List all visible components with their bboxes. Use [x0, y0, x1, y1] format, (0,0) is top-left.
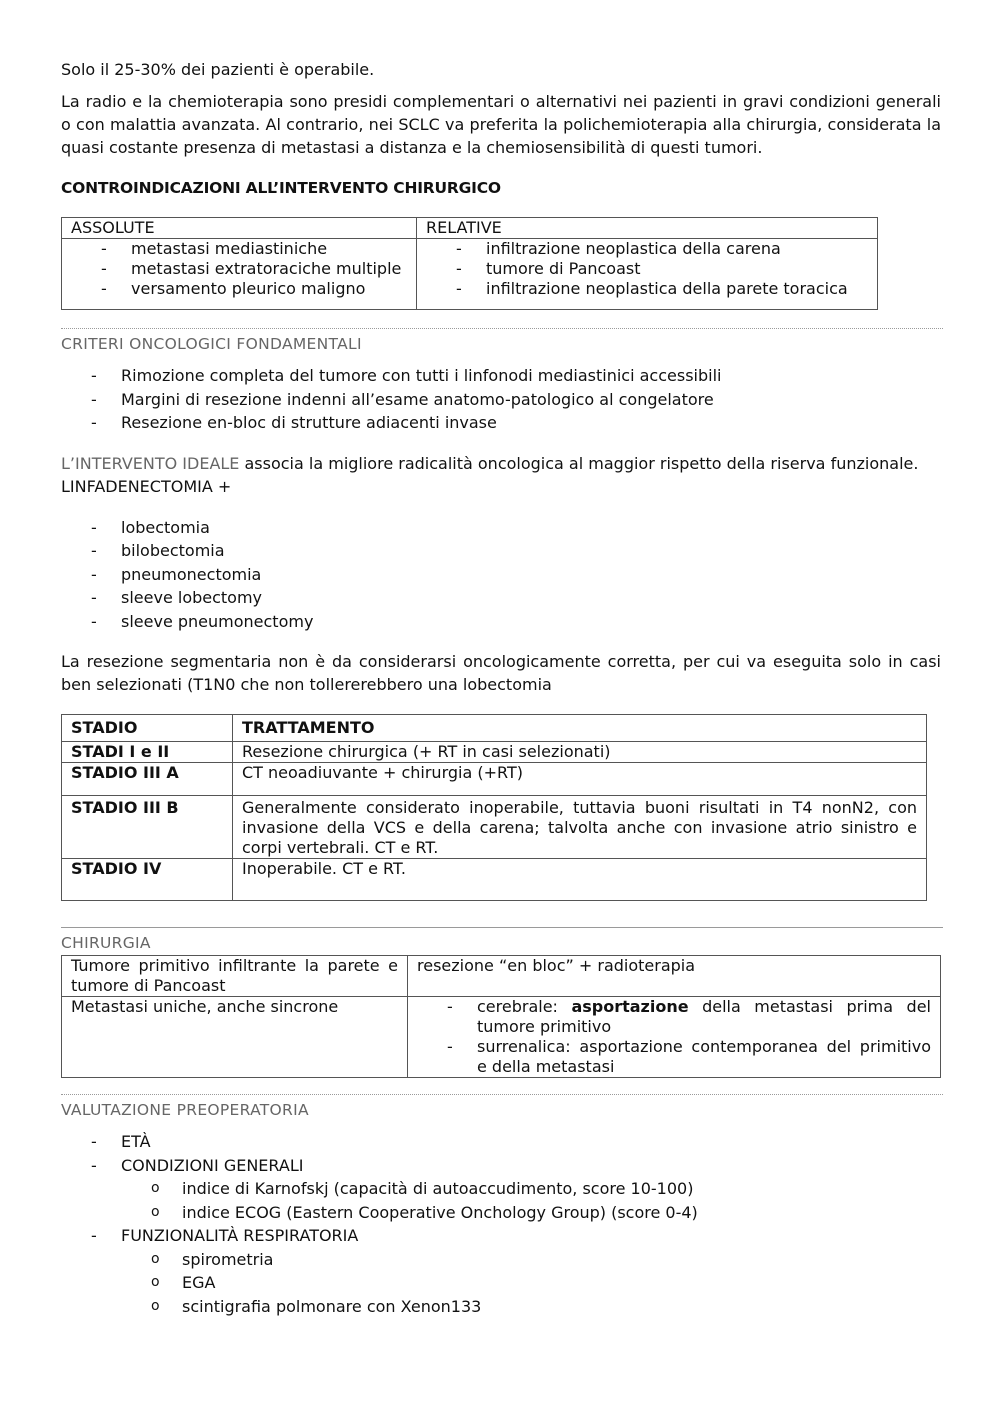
list-item: - Rimozione completa del tumore con tutti i linfonodi mediastinici accessibili: [61, 364, 941, 388]
list-item: - bilobectomia: [61, 539, 941, 563]
stage-cell: STADIO III B: [62, 796, 233, 859]
criteri-heading: CRITERI ONCOLOGICI FONDAMENTALI: [61, 335, 362, 353]
valutazione-list: [61, 1130, 941, 1318]
chirurgia-r2c1: Metastasi uniche, anche sincrone: [62, 997, 408, 1078]
list-item: - CONDIZIONI GENERALI: [61, 1154, 941, 1178]
intro-paragraph-1: Solo il 25-30% dei pazienti è operabile.: [61, 60, 375, 79]
chirurgia-r1c1: Tumore primitivo infiltrante la parete e tumore di Pancoast: [62, 956, 408, 997]
list-item: - lobectomia: [61, 516, 941, 540]
list-item: - Margini di resezione indenni all’esame anatomo-patologico al congelatore: [61, 388, 941, 412]
chirurgia-table: [61, 955, 941, 1078]
list-item: - ETÀ: [61, 1130, 941, 1154]
chirurgia-r1c2: resezione “en bloc” + radioterapia: [408, 956, 941, 997]
treatment-cell: Inoperabile. CT e RT.: [233, 859, 927, 901]
list-item: - tumore di Pancoast: [426, 259, 868, 279]
segmentaria-note: La resezione segmentaria non è da considerarsi oncologicamente corretta, per cui va eseguita solo in casi ben selezionati (T1N0 che non tollererebbero una lobectomia: [61, 652, 941, 694]
section-divider: [61, 927, 943, 928]
sub-list-item: o scintigrafia polmonare con Xenon133: [61, 1295, 941, 1319]
sub-list-item: o indice ECOG (Eastern Cooperative Onchology Group) (score 0-4): [61, 1201, 941, 1225]
list-item: - metastasi extratoraciche multiple: [71, 259, 407, 279]
sub-list-item: o spirometria: [61, 1248, 941, 1272]
linfadenectomia-line: LINFADENECTOMIA +: [61, 476, 232, 496]
section-divider: [61, 328, 943, 329]
intervento-lead: L’INTERVENTO IDEALE: [61, 453, 240, 473]
criteri-list: [61, 364, 941, 435]
col-header-assolute: ASSOLUTE: [62, 218, 417, 239]
stadi-table: [61, 714, 927, 901]
list-item: - sleeve lobectomy: [61, 586, 941, 610]
list-item: - Resezione en-bloc di strutture adiacenti invase: [61, 411, 941, 435]
chirurgia-r2c2: [408, 997, 941, 1078]
stage-cell: STADIO III A: [62, 763, 233, 796]
list-item: - pneumonectomia: [61, 563, 941, 587]
list-item: - cerebrale: asportazione della metastasi prima del tumore primitivo: [417, 997, 931, 1037]
sub-list-item: o EGA: [61, 1271, 941, 1295]
treatment-cell: Generalmente considerato inoperabile, tuttavia buoni risultati in T4 nonN2, con invasione della VCS e della carena; talvolta anche con invasione atrio sinistro e corpi vertebrali. CT e RT.: [233, 796, 927, 859]
valutazione-heading: VALUTAZIONE PREOPERATORIA: [61, 1101, 309, 1119]
stage-cell: STADI I e II: [62, 742, 233, 763]
document-page: [61, 58, 941, 1318]
chirurgia-heading: CHIRURGIA: [61, 934, 151, 952]
relative-cell: [417, 239, 878, 310]
intervento-paragraph: [61, 452, 941, 475]
intro-paragraph-2: La radio e la chemioterapia sono presidi complementari o alternativi nei pazienti in gravi condizioni generali o con malattia avanzata. Al contrario, nei SCLC va preferita la polichemioterapia alla chirurgia, considerata la quasi costante presenza di metastasi a distanza e la chemiosensibilità di questi tumori.: [61, 92, 941, 157]
list-item: - FUNZIONALITÀ RESPIRATORIA: [61, 1224, 941, 1248]
list-item: - metastasi mediastiniche: [71, 239, 407, 259]
intervento-list: [61, 516, 941, 634]
intervento-text: associa la migliore radicalità oncologica al maggior rispetto della riserva funzionale.: [239, 453, 919, 473]
assolute-cell: [62, 239, 417, 310]
treatment-cell: CT neoadiuvante + chirurgia (+RT): [233, 763, 927, 796]
sub-list-item: o indice di Karnofskj (capacità di autoaccudimento, score 10-100): [61, 1177, 941, 1201]
controindicazioni-heading: CONTROINDICAZIONI ALL’INTERVENTO CHIRURGICO: [61, 179, 501, 197]
stage-cell: STADIO IV: [62, 859, 233, 901]
treatment-cell: Resezione chirurgica (+ RT in casi selezionati): [233, 742, 927, 763]
controindicazioni-table: [61, 217, 878, 310]
section-divider: [61, 1094, 943, 1095]
trattamento-header: TRATTAMENTO: [233, 715, 927, 742]
col-header-relative: RELATIVE: [417, 218, 878, 239]
list-item: - sleeve pneumonectomy: [61, 610, 941, 634]
stadio-header: STADIO: [62, 715, 233, 742]
list-item: - infiltrazione neoplastica della parete toracica: [426, 279, 868, 299]
list-item: - versamento pleurico maligno: [71, 279, 407, 299]
list-item: - surrenalica: asportazione contemporanea del primitivo e della metastasi: [417, 1037, 931, 1077]
list-item: - infiltrazione neoplastica della carena: [426, 239, 868, 259]
